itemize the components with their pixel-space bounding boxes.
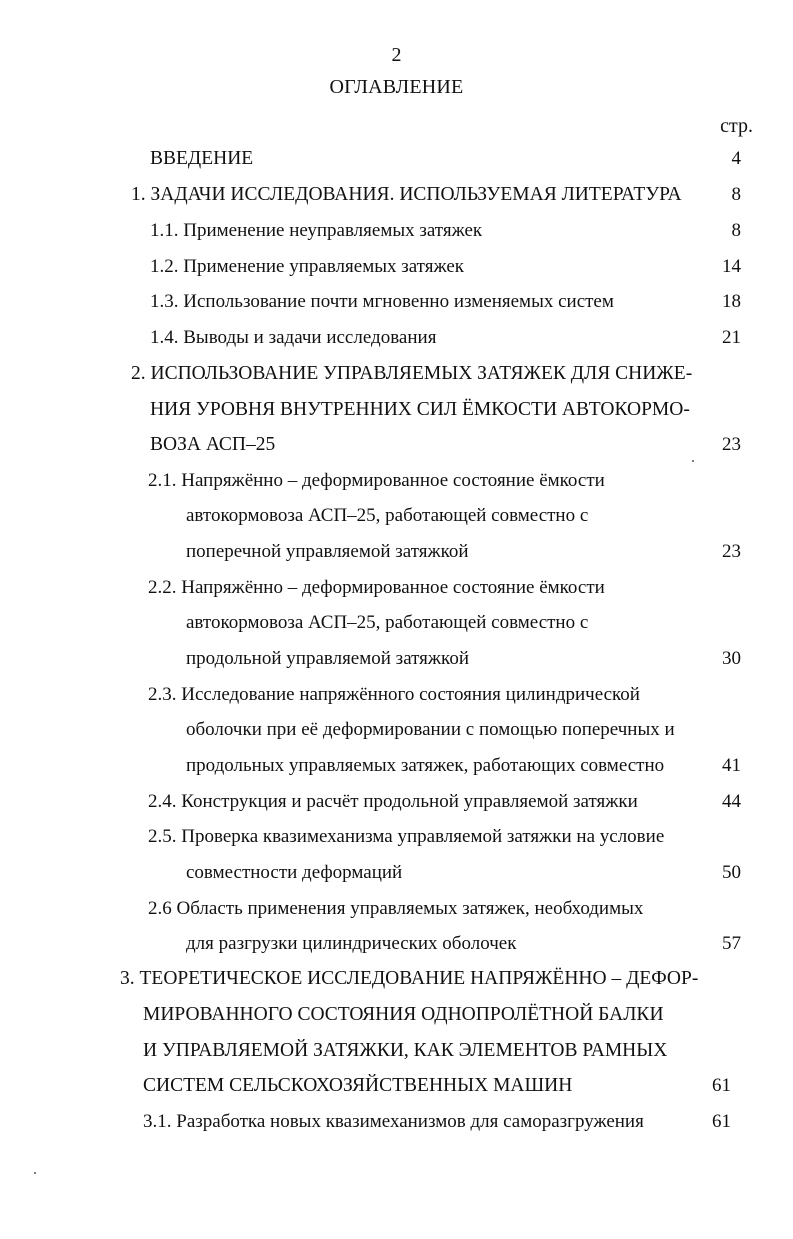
toc-entry-2-3-line-2: оболочки при её деформировании с помощью поперечных и: [186, 719, 675, 740]
toc-page-2-4: 44: [722, 791, 741, 812]
toc-page-1-4: 21: [722, 327, 741, 348]
toc-entry-2-6-line-1: 2.6 Область применения управляемых затяжек, необходимых: [148, 898, 644, 919]
toc-entry-chapter-2-line-2: НИЯ УРОВНЯ ВНУТРЕННИХ СИЛ ЁМКОСТИ АВТОКОРМО-: [150, 399, 690, 420]
toc-entry-2-1-line-1: 2.1. Напряжённо – деформированное состояние ёмкости: [148, 470, 605, 491]
toc-entry-chapter-3-line-2: МИРОВАННОГО СОСТОЯНИЯ ОДНОПРОЛЁТНОЙ БАЛКИ: [143, 1004, 664, 1025]
toc-entry-chapter-3-line-3: И УПРАВЛЯЕМОЙ ЗАТЯЖКИ, КАК ЭЛЕМЕНТОВ РАМНЫХ: [143, 1040, 668, 1061]
toc-page-2-1: 23: [722, 541, 741, 562]
toc-entry-2-6-line-2: для разгрузки цилиндрических оболочек: [186, 933, 517, 954]
toc-entry-2-1-line-2: автокормовоза АСП–25, работающей совместно с: [186, 505, 589, 526]
toc-page-2-3: 41: [722, 755, 741, 776]
toc-page-2-6: 57: [722, 933, 741, 954]
toc-page-chapter-1: 8: [731, 184, 741, 205]
toc-page-intro: 4: [731, 148, 741, 169]
scan-speck: [692, 460, 694, 462]
toc-page-2-2: 30: [722, 648, 741, 669]
page-number: 2: [391, 44, 402, 66]
toc-entry-1-4: 1.4. Выводы и задачи исследования: [150, 327, 437, 348]
toc-entry-3-1: 3.1. Разработка новых квазимеханизмов для саморазгружения: [143, 1111, 644, 1132]
scan-speck: [34, 1172, 36, 1174]
toc-entry-2-2-line-3: продольной управляемой затяжкой: [186, 648, 469, 669]
toc-entry-2-5-line-2: совместности деформаций: [186, 862, 403, 883]
toc-page-1-3: 18: [722, 291, 741, 312]
toc-entry-chapter-3-line-1: 3. ТЕОРЕТИЧЕСКОЕ ИССЛЕДОВАНИЕ НАПРЯЖЁННО – ДЕФОР-: [120, 968, 699, 989]
toc-page-1-1: 8: [731, 220, 741, 241]
toc-entry-2-3-line-3: продольных управляемых затяжек, работающих совместно: [186, 755, 665, 776]
toc-entry-1-3: 1.3. Использование почти мгновенно изменяемых систем: [150, 291, 614, 312]
toc-page-chapter-2: 23: [722, 434, 741, 455]
toc-entry-2-4: 2.4. Конструкция и расчёт продольной управляемой затяжки: [148, 791, 638, 812]
page-column-header: стр.: [720, 115, 753, 137]
toc-entry-intro: ВВЕДЕНИЕ: [150, 148, 254, 169]
toc-title: ОГЛАВЛЕНИЕ: [329, 76, 464, 98]
toc-page-3-1: 61: [712, 1111, 731, 1132]
toc-page-2-5: 50: [722, 862, 741, 883]
toc-entry-2-3-line-1: 2.3. Исследование напряжённого состояния цилиндрической: [148, 684, 640, 705]
toc-entry-2-2-line-1: 2.2. Напряжённо – деформированное состояние ёмкости: [148, 577, 605, 598]
toc-entry-chapter-1: 1. ЗАДАЧИ ИССЛЕДОВАНИЯ. ИСПОЛЬЗУЕМАЯ ЛИТЕРАТУРА: [131, 184, 682, 205]
toc-page-chapter-3: 61: [712, 1075, 731, 1096]
toc-entry-1-1: 1.1. Применение неуправляемых затяжек: [150, 220, 483, 241]
toc-entry-chapter-2-line-1: 2. ИСПОЛЬЗОВАНИЕ УПРАВЛЯЕМЫХ ЗАТЯЖЕК ДЛЯ СНИЖЕ-: [131, 363, 693, 384]
toc-entry-2-2-line-2: автокормовоза АСП–25, работающей совместно с: [186, 612, 589, 633]
toc-entry-1-2: 1.2. Применение управляемых затяжек: [150, 256, 465, 277]
toc-entry-2-1-line-3: поперечной управляемой затяжкой: [186, 541, 469, 562]
toc-entry-2-5-line-1: 2.5. Проверка квазимеханизма управляемой затяжки на условие: [148, 826, 665, 847]
toc-entry-chapter-3-line-4: СИСТЕМ СЕЛЬСКОХОЗЯЙСТВЕННЫХ МАШИН: [143, 1075, 573, 1096]
toc-page-1-2: 14: [722, 256, 741, 277]
toc-entry-chapter-2-line-3: ВОЗА АСП–25: [150, 434, 276, 455]
